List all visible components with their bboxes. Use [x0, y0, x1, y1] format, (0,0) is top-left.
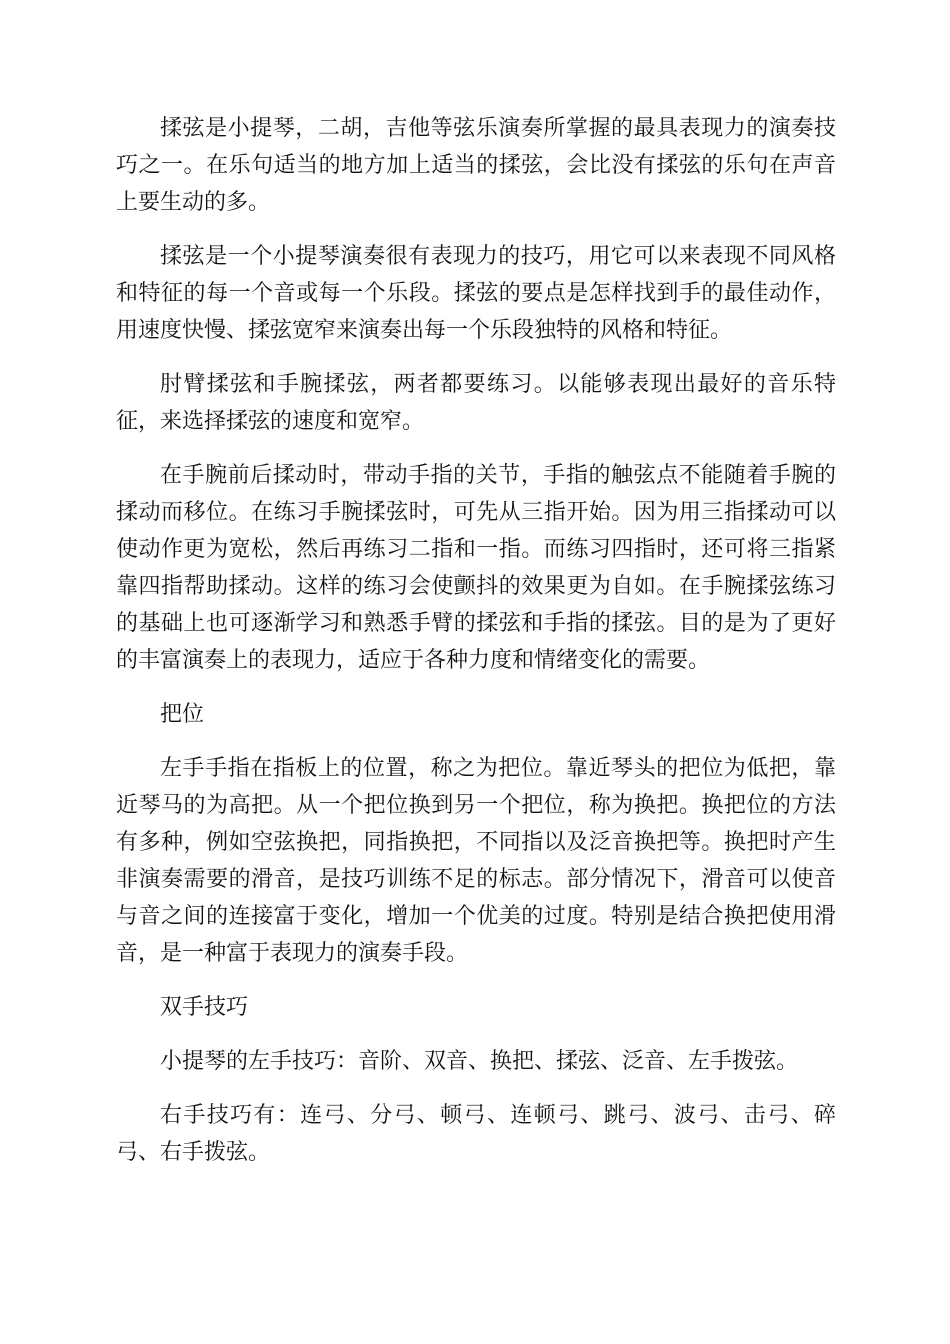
paragraph-wrist-technique: 在手腕前后揉动时，带动手指的关节，手指的触弦点不能随着手腕的揉动而移位。在练习手腕揉弦时，可先从三指开始。因为用三指揉动可以使动作更为宽松，然后再练习二指和一指。而练习四指时，还可将三指紧靠四指帮助揉动。这样的练习会使颤抖的效果更为自如。在手腕揉弦练习的基础上也可逐渐学习和熟悉手臂的揉弦和手指的揉弦。目的是为了更好的丰富演奏上的表现力，适应于各种力度和情绪变化的需要。 [116, 463, 836, 673]
paragraph-left-hand-techniques: 小提琴的左手技巧：音阶、双音、换把、揉弦、泛音、左手拨弦。 [160, 1049, 799, 1074]
paragraph-positions: 左手手指在指板上的位置，称之为把位。靠近琴头的把位为低把，靠近琴马的为高把。从一个把位换到另一个把位，称为换把。换把位的方法有多种，例如空弦换把，同指换把，不同指以及泛音换把等。换把时产生非演奏需要的滑音，是技巧训练不足的标志。部分情况下，滑音可以使音与音之间的连接富于变化，增加一个优美的过度。特别是结合换把使用滑音，是一种富于表现力的演奏手段。 [116, 756, 836, 966]
paragraph-vibrato-expression: 揉弦是一个小提琴演奏很有表现力的技巧，用它可以来表现不同风格和特征的每一个音或每一个乐段。揉弦的要点是怎样找到手的最佳动作，用速度快慢、揉弦宽窄来演奏出每一个乐段独特的风格和特征。 [116, 244, 836, 343]
paragraph-right-hand-techniques: 右手技巧有：连弓、分弓、顿弓、连顿弓、跳弓、波弓、击弓、碎弓、右手拨弦。 [116, 1103, 836, 1165]
document-body [116, 110, 836, 1188]
paragraph-vibrato-intro: 揉弦是小提琴，二胡，吉他等弦乐演奏所掌握的最具表现力的演奏技巧之一。在乐句适当的地方加上适当的揉弦，会比没有揉弦的乐句在声音上要生动的多。 [116, 116, 836, 215]
section-heading-two-hand-techniques: 双手技巧 [160, 995, 249, 1020]
section-heading-positions: 把位 [160, 702, 205, 727]
paragraph-arm-wrist-vibrato: 肘臂揉弦和手腕揉弦，两者都要练习。以能够表现出最好的音乐特征，来选择揉弦的速度和宽窄。 [116, 372, 836, 434]
